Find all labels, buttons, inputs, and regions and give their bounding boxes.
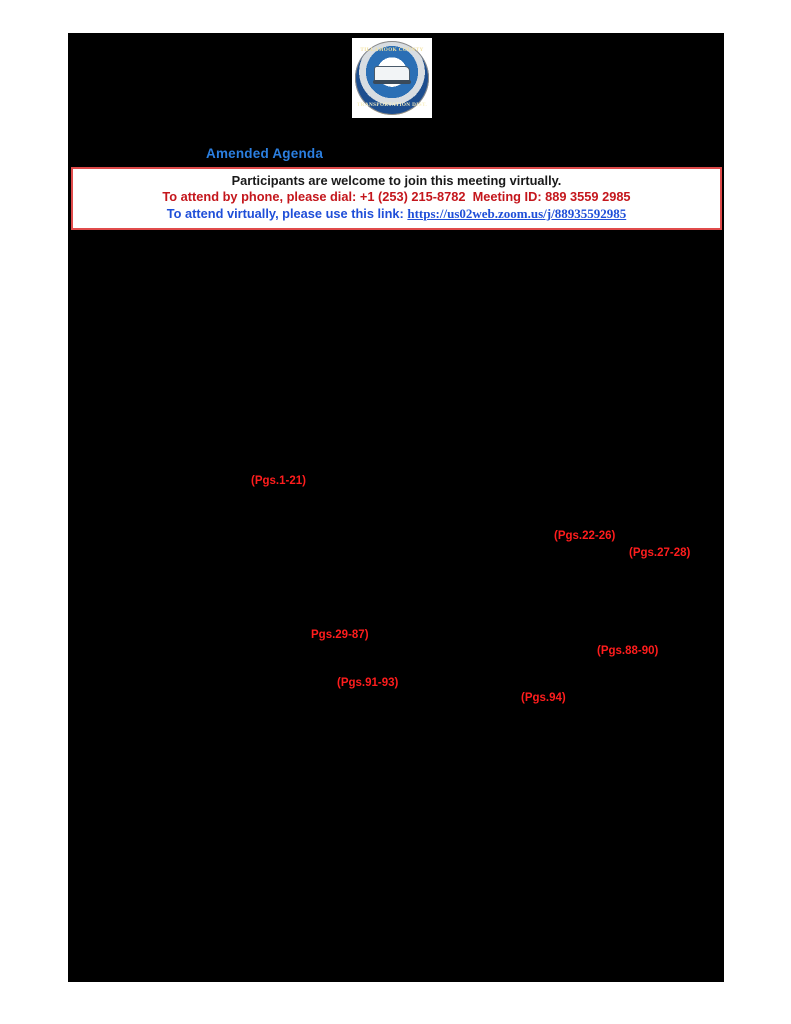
- agency-logo: [352, 38, 432, 118]
- notice-line-3: [73, 206, 720, 223]
- zoom-meeting-link[interactable]: https://us02web.zoom.us/j/88935592985: [407, 205, 627, 221]
- page-title: Amended Agenda: [206, 146, 324, 161]
- notice-line-1: Participants are welcome to join this meeting virtually.: [231, 173, 562, 188]
- page-reference: (Pgs.88-90): [597, 645, 659, 657]
- page-reference: (Pgs.94): [521, 692, 566, 704]
- virtual-attend-text: To attend virtually, please use this link:: [166, 205, 404, 221]
- page-reference: (Pgs.22-26): [554, 530, 616, 542]
- logo-text-bottom: TRANSPORTATION DIST.: [356, 101, 428, 108]
- phone-dial-text: To attend by phone, please dial: +1 (253) 215-8782: [162, 189, 466, 205]
- meeting-id-text: Meeting ID: 889 3559 2985: [472, 189, 631, 205]
- page-reference: (Pgs.1-21): [251, 475, 306, 487]
- logo-text-top: TILLAMOOK COUNTY: [360, 47, 424, 53]
- virtual-meeting-notice: [71, 167, 722, 230]
- page-reference: (Pgs.27-28): [629, 547, 691, 559]
- page-reference: (Pgs.91-93): [337, 677, 399, 689]
- page-reference: Pgs.29-87): [311, 629, 369, 641]
- notice-line-2: [73, 189, 720, 205]
- bus-seal-icon: [355, 41, 429, 115]
